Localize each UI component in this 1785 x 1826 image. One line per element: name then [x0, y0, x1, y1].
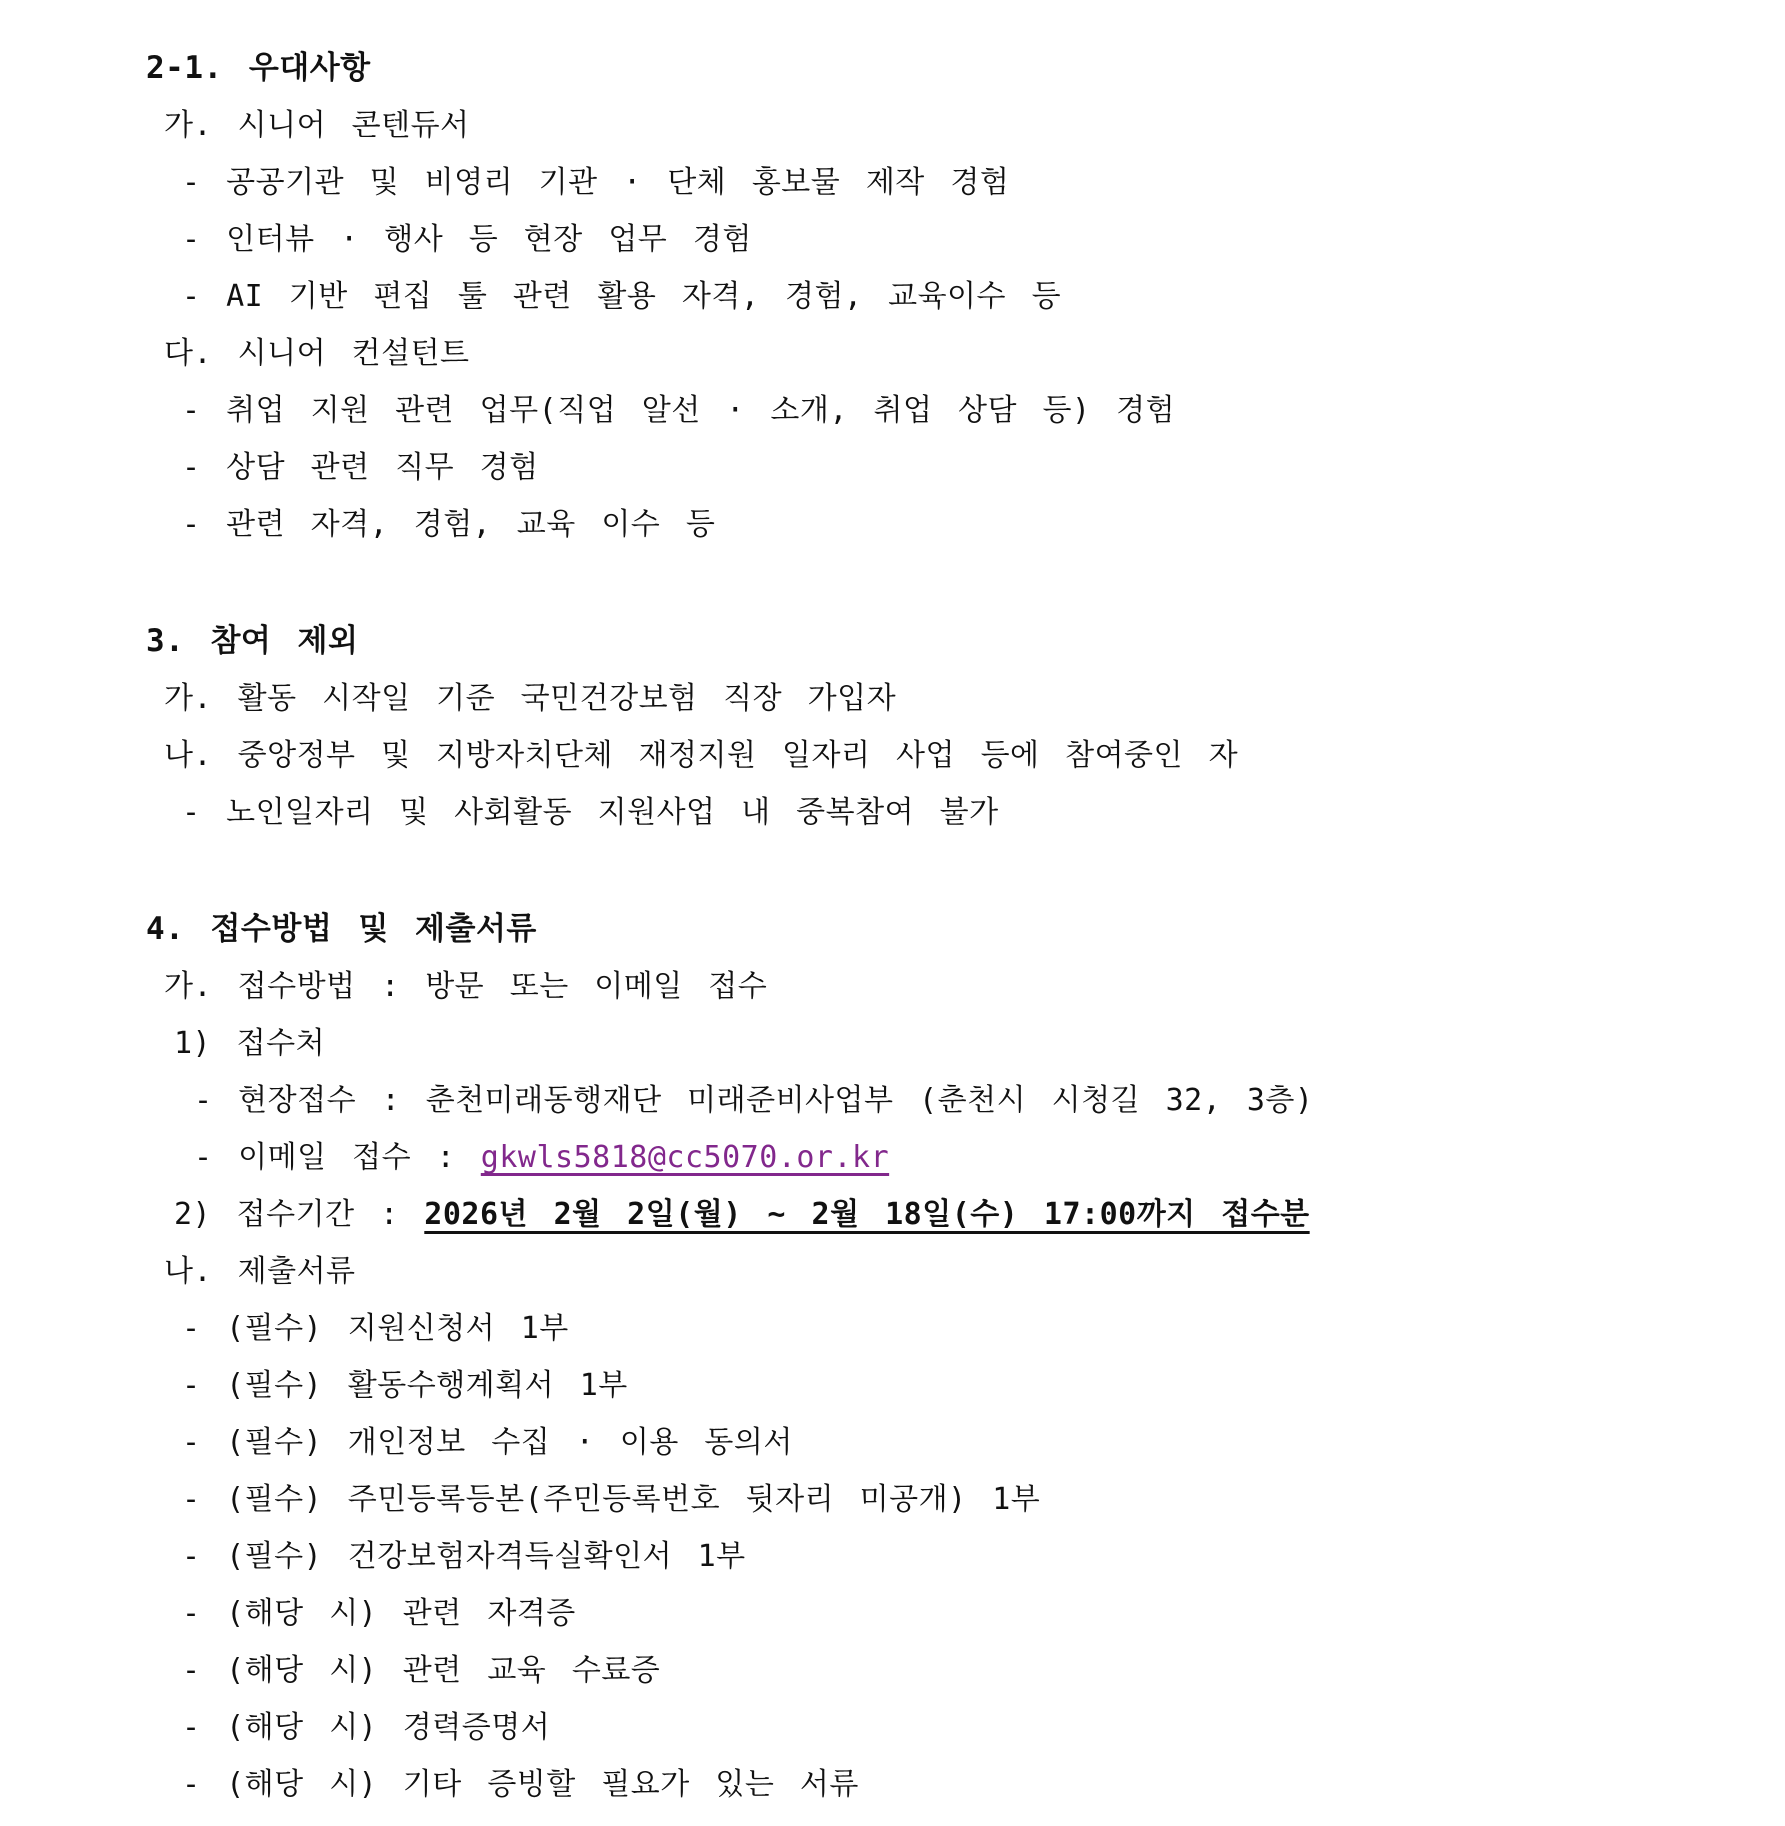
- list-item: 가. 접수방법 : 방문 또는 이메일 접수: [164, 969, 768, 1004]
- list-item: 1) 접수처: [174, 1026, 326, 1061]
- list-item: - (해당 시) 기타 증빙할 필요가 있는 서류: [182, 1767, 859, 1802]
- email-line: [146, 1129, 1745, 1186]
- list-item: - (필수) 지원신청서 1부: [182, 1311, 569, 1346]
- list-item: - (해당 시) 관련 자격증: [182, 1596, 576, 1631]
- list-item: 가. 활동 시작일 기준 국민건강보험 직장 가입자: [164, 681, 897, 716]
- list-item: - (필수) 활동수행계획서 1부: [182, 1368, 628, 1403]
- list-item: - 상담 관련 직무 경험: [182, 450, 539, 485]
- list-item: - 노인일자리 및 사회활동 지원사업 내 중복참여 불가: [182, 795, 999, 830]
- section-participation-exclusion: [146, 613, 1745, 841]
- deadline-line-label: 2) 접수기간 :: [174, 1197, 425, 1232]
- section-preferred-qualifications: [146, 40, 1745, 553]
- section-heading: 4. 접수방법 및 제출서류: [146, 911, 537, 947]
- list-item: 가. 시니어 콘텐듀서: [164, 108, 470, 143]
- list-item: - 관련 자격, 경험, 교육 이수 등: [182, 507, 716, 542]
- list-item: - 현장접수 : 춘천미래동행재단 미래준비사업부 (춘천시 시청길 32, 3층): [194, 1083, 1314, 1118]
- list-item: - 인터뷰 · 행사 등 현장 업무 경험: [182, 222, 752, 257]
- list-item: - (필수) 개인정보 수집 · 이용 동의서: [182, 1425, 793, 1460]
- list-item: - (해당 시) 경력증명서: [182, 1710, 551, 1745]
- section-application-method: [146, 901, 1745, 1813]
- email-link[interactable]: gkwls5818@cc5070.or.kr: [480, 1140, 890, 1175]
- deadline-line: [146, 1186, 1745, 1243]
- list-item: 나. 제출서류: [164, 1254, 356, 1289]
- list-item: - (필수) 건강보험자격득실확인서 1부: [182, 1539, 746, 1574]
- list-item: - 취업 지원 관련 업무(직업 알선 · 소개, 취업 상담 등) 경험: [182, 393, 1176, 428]
- list-item: - (필수) 주민등록등본(주민등록번호 뒷자리 미공개) 1부: [182, 1482, 1041, 1517]
- list-item: - AI 기반 편집 툴 관련 활용 자격, 경험, 교육이수 등: [182, 279, 1062, 314]
- list-item: - 공공기관 및 비영리 기관 · 단체 홍보물 제작 경험: [182, 165, 1010, 200]
- list-item: - (해당 시) 관련 교육 수료증: [182, 1653, 661, 1688]
- section-heading: 3. 참여 제외: [146, 623, 359, 659]
- list-item: 다. 시니어 컨설턴트: [164, 336, 470, 371]
- deadline-text: 2026년 2월 2일(월) ~ 2월 18일(수) 17:00까지 접수분: [424, 1197, 1310, 1232]
- section-heading: 2-1. 우대사항: [146, 50, 371, 86]
- list-item: 나. 중앙정부 및 지방자치단체 재정지원 일자리 사업 등에 참여중인 자: [164, 738, 1239, 773]
- email-line-label: - 이메일 접수 :: [194, 1140, 481, 1175]
